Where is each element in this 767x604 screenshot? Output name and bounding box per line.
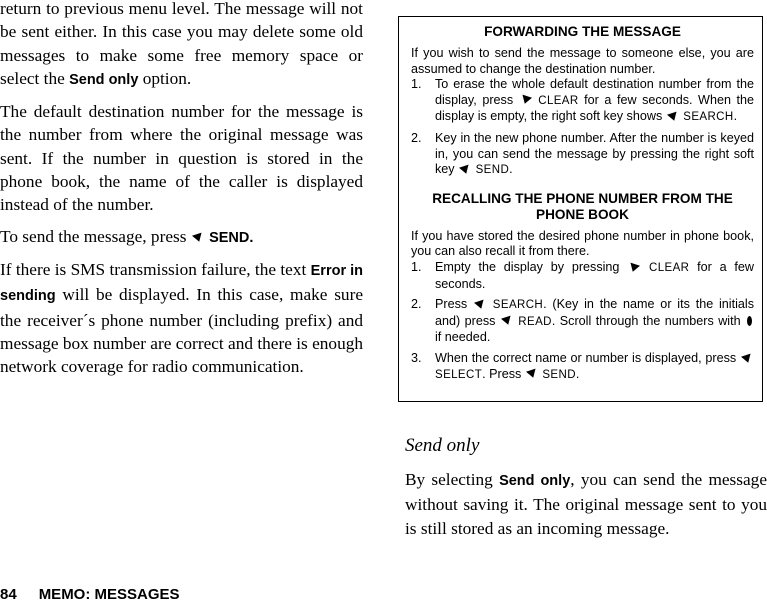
list-item <box>411 351 754 383</box>
text: To send the message, press <box>0 226 191 246</box>
box-intro-recalling: If you have stored the desired phone number in phone book, you can also recall it from there. <box>411 228 754 259</box>
key-label: CLEAR <box>649 261 690 274</box>
step-number: 1. <box>411 259 422 274</box>
text: Key in the new phone number. After the number is keyed in, you can send the message by pressing the right soft key <box>435 130 754 177</box>
bold-term: Send only <box>499 473 571 489</box>
text: . (Key in the name or its the initials and) press <box>435 297 754 328</box>
right-soft-key-icon <box>526 369 538 380</box>
section-name: MEMO: MESSAGES <box>38 586 180 603</box>
paragraph-send-instruction <box>0 225 363 250</box>
section-title-send-only: Send only <box>405 435 480 456</box>
key-label: READ <box>518 315 552 328</box>
paragraph-transmission-failure <box>0 258 363 378</box>
list-item <box>411 131 754 179</box>
step-number: 3. <box>411 350 422 365</box>
text: Empty the display by pressing <box>435 259 628 274</box>
text: To erase the whole default destination number from the display, press <box>435 77 754 107</box>
send-key-label: SEND. <box>209 229 254 246</box>
text: option. <box>138 68 192 88</box>
list-item <box>411 297 754 346</box>
text: . Scroll through the numbers with <box>551 313 746 328</box>
box-heading-recalling: RECALLING THE PHONE NUMBER FROM THE PHONE BOOK <box>432 190 733 222</box>
key-label: SEND <box>542 368 576 381</box>
paragraph-send-only <box>405 468 767 540</box>
text: . Press <box>482 366 525 381</box>
text: for a few seconds. <box>435 259 755 291</box>
paragraph-default-destination: The default destination number for the message is the number from where the original message was sent. If the number in question is stored in the phone book, the name of the caller is displayed instead of the number. <box>0 102 363 215</box>
list-item <box>411 260 754 292</box>
text: return to previous menu level. The message will not be sent either. In this case you may delete some old messages to make some free memory space or select the <box>0 0 363 88</box>
page-number: 84 <box>0 586 17 603</box>
box-intro-forwarding: If you wish to send the message to someone else, you are assumed to change the destination number. <box>411 46 754 76</box>
text: , you can send the message without saving it. The original message sent to you is still stored as an incoming message. <box>405 470 767 538</box>
left-soft-key-icon <box>520 95 532 106</box>
key-label: SELECT <box>435 368 483 381</box>
text: Press <box>435 297 473 312</box>
step-number: 1. <box>411 77 422 92</box>
text: if needed. <box>435 330 491 345</box>
right-soft-key-icon <box>459 164 471 175</box>
text: will be displayed. In this case, make sure the receiver´s phone number (including prefix) and message box number are correct and there is enough network coverage for radio communication. <box>0 285 363 377</box>
paragraph-send-only-option <box>0 0 363 92</box>
right-soft-key-icon <box>741 353 753 364</box>
bold-term: Send only <box>69 71 139 88</box>
text: If there is SMS transmission failure, the text <box>0 259 311 279</box>
right-soft-key-icon <box>501 316 513 327</box>
text: . <box>733 109 738 124</box>
forwarding-steps <box>411 77 754 179</box>
recalling-steps <box>411 260 754 383</box>
bold-term: Error in sending <box>0 262 364 305</box>
key-label: CLEAR <box>538 94 579 107</box>
left-soft-key-icon <box>628 262 640 273</box>
text: . <box>509 162 513 177</box>
scroll-key-icon <box>747 316 752 326</box>
text: for a few seconds. When the display is empty, the right soft key shows <box>435 92 755 124</box>
right-soft-key-icon <box>474 299 486 310</box>
right-soft-key-icon <box>192 232 204 243</box>
box-heading-forwarding: FORWARDING THE MESSAGE <box>484 24 681 39</box>
key-label: SEND <box>475 164 510 177</box>
text: . <box>575 366 580 381</box>
page-footer <box>0 586 180 604</box>
text: By selecting <box>405 470 500 489</box>
step-number: 2. <box>411 130 422 145</box>
text: When the correct name or number is displayed, press <box>435 350 740 365</box>
key-label: SEARCH <box>683 111 734 124</box>
step-number: 2. <box>411 297 422 312</box>
right-soft-key-icon <box>667 112 679 123</box>
key-label: SEARCH <box>492 299 544 312</box>
list-item <box>411 77 754 126</box>
left-column <box>0 0 363 386</box>
info-box <box>398 16 763 402</box>
